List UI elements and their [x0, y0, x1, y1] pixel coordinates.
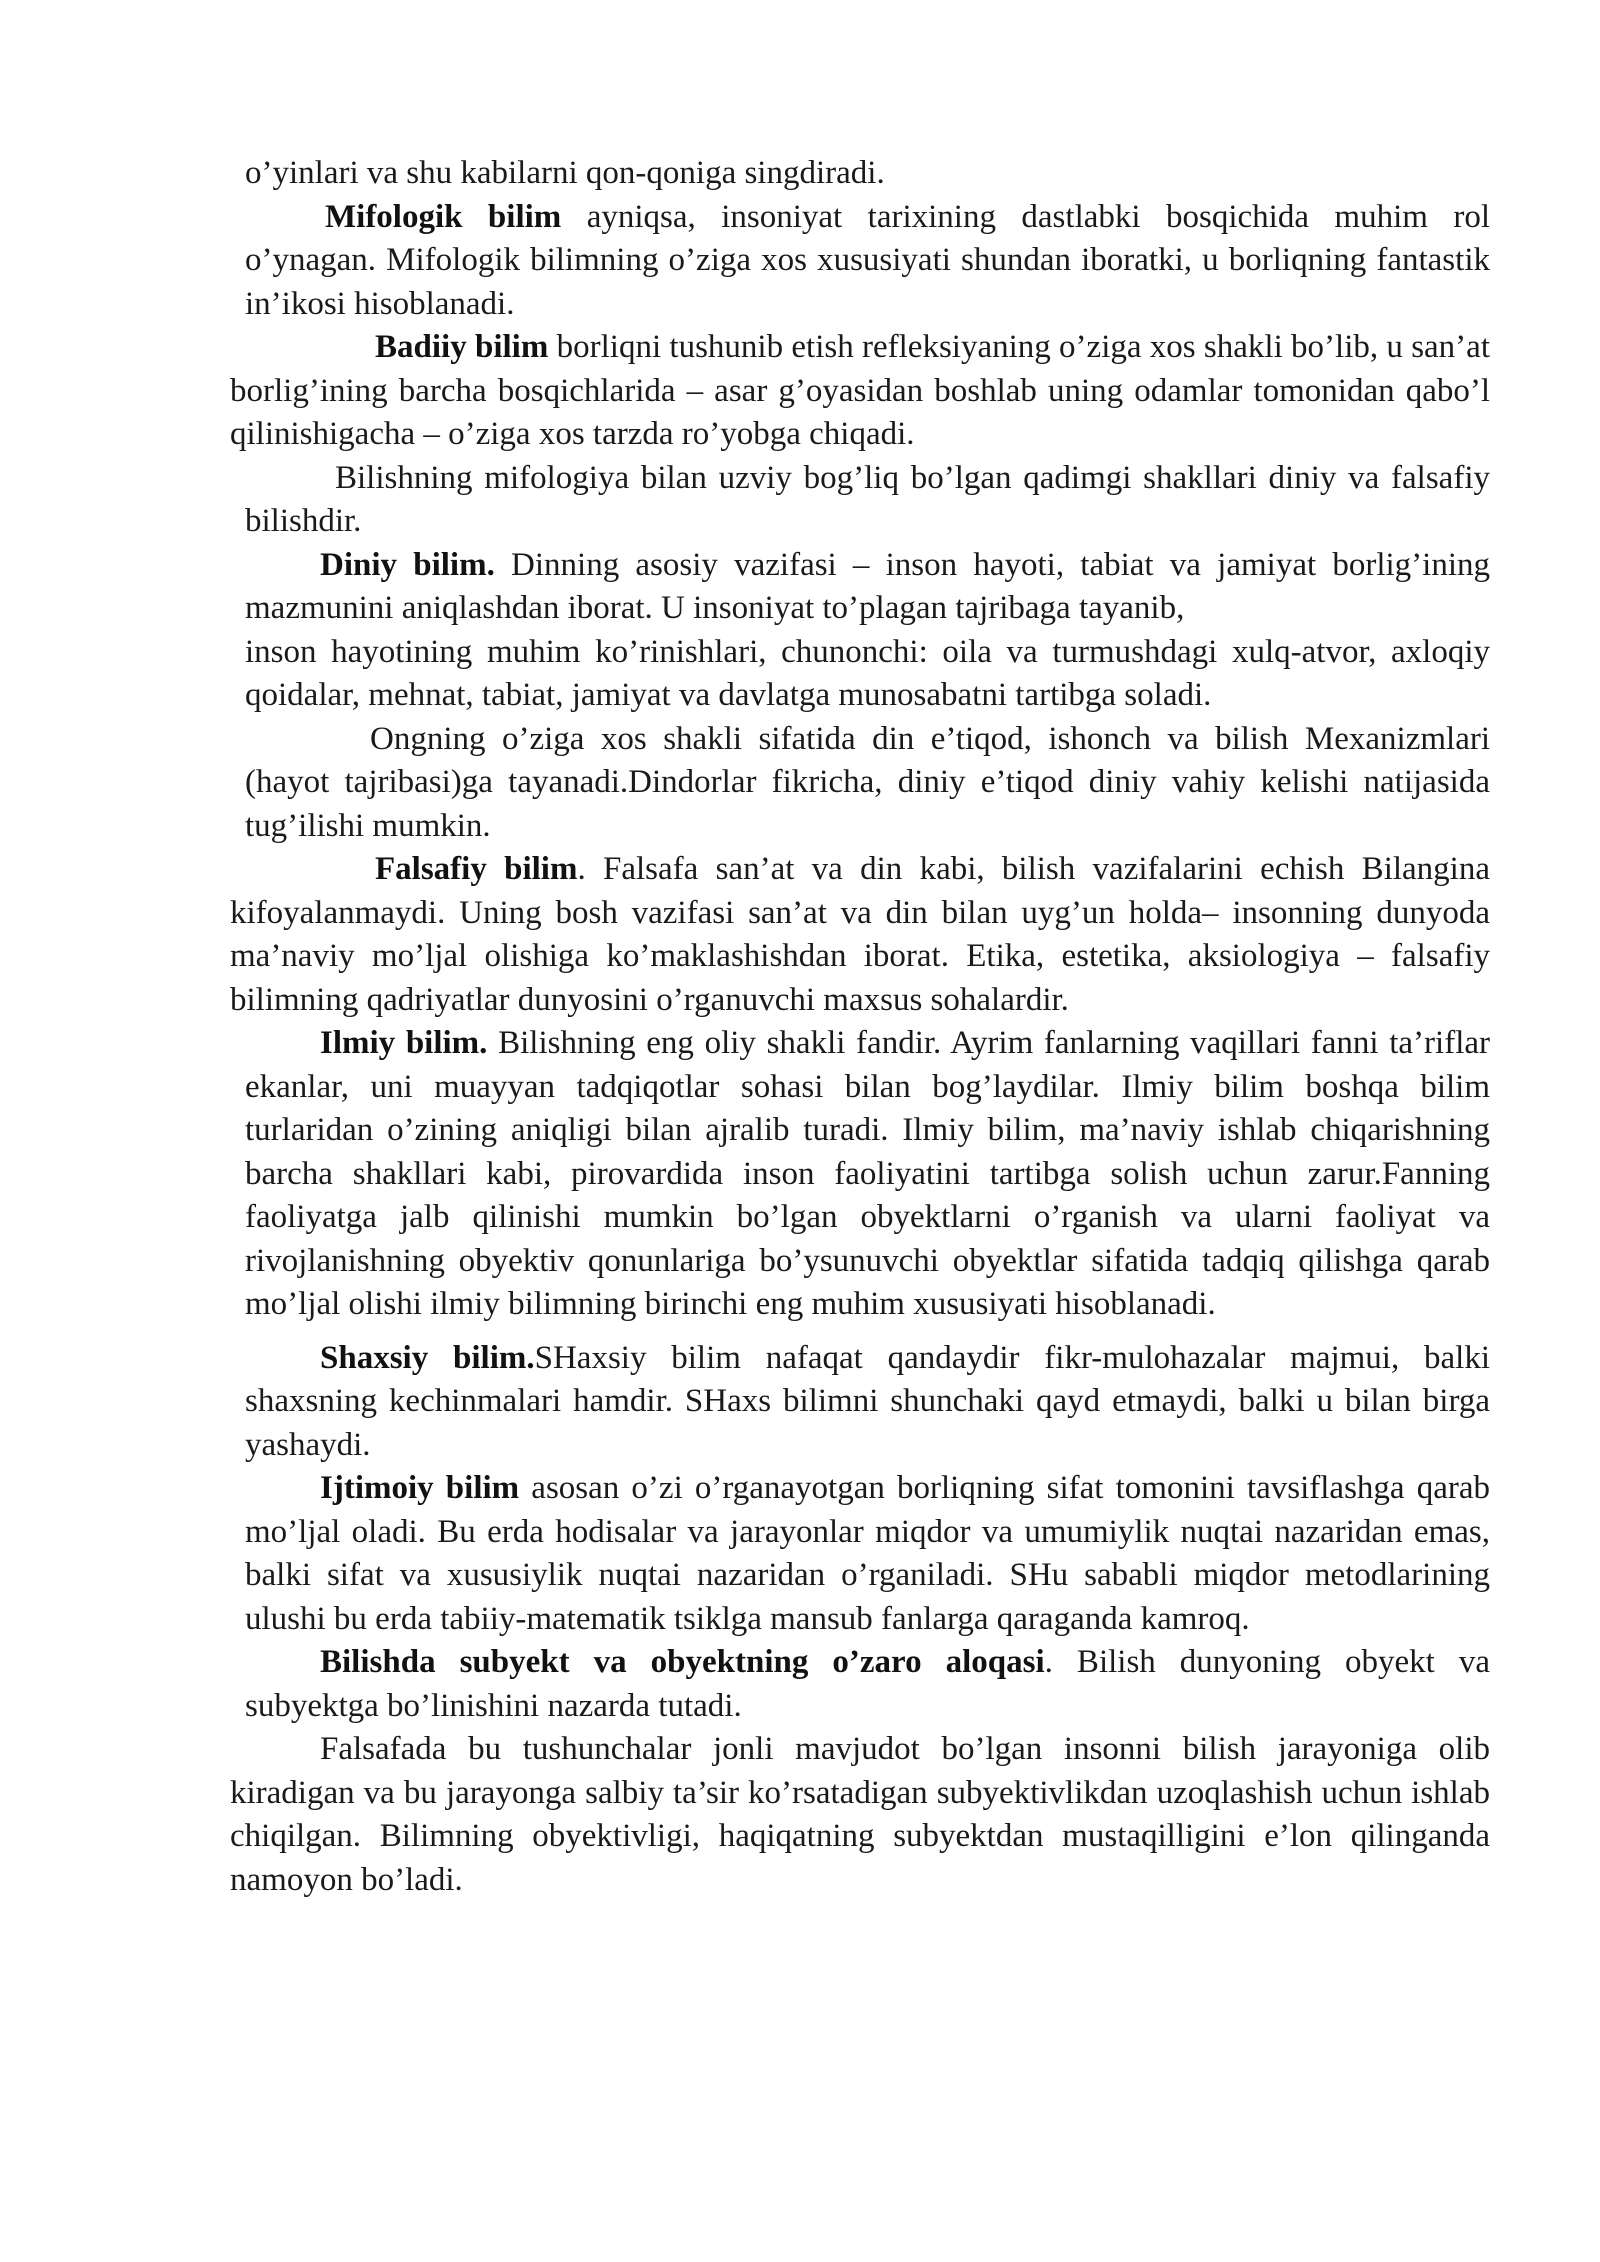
paragraph-ilmiy-bilim	[230, 1022, 1490, 1327]
paragraph-text: Ongning o’ziga xos shakli sifatida din e’tiqod, ishonch va bilish Mexanizmlari (hayot tajribasi)ga tayanadi.Dindorlar fikricha, diniy e’tiqod diniy vahiy kelishi natijasida tug’ilishi mumkin.	[245, 720, 1490, 844]
paragraph-text: Bilishning mifologiya bilan uzviy bog’liq bo’lgan qadimgi shakllari diniy va falsafiy bilishdir.	[245, 459, 1490, 539]
term-heading: Badiiy bilim	[375, 329, 549, 365]
paragraph-continuation	[230, 152, 1490, 196]
paragraph-text: borliqni tushunib etish refleksiyaning o’ziga xos shakli bo’lib, u san’at borlig’ining barcha bosqichlarida – asar g’oyasidan boshlab uning odamlar tomonidan qabo’l qilinishigacha – o’ziga xos tarzda ro’yobga chiqadi.	[230, 329, 1490, 452]
paragraph-text: . Falsafa san’at va din kabi, bilish vazifalarini echish Bilangina kifoyalanmaydi. Uning bosh vazifasi san’at va din bilan uyg’un holda– insonning dunyoda ma’naviy mo’ljal olishiga ko’maklashishdan iborat. Etika, estetika, aksiologiya – falsafiy bilimning qadriyatlar dunyosini o’rganuvchi maxsus sohalardir.	[230, 851, 1490, 1018]
paragraph-text: Falsafada bu tushunchalar jonli mavjudot bo’lgan insonni bilish jarayoniga olib kiradigan va bu jarayonga salbiy ta’sir ko’rsatadigan subyektivlikdan uzoqlashish uchun ishlab chiqilgan. Bilimning obyektivligi, haqiqatning subyektdan mustaqilligini e’lon qilinganda namoyon bo’ladi.	[230, 1731, 1490, 1898]
paragraph-text: inson hayotining muhim ko’rinishlari, chunonchi: oila va turmushdagi xulq-atvor, axloqiy qoidalar, mehnat, tabiat, jamiyat va davlatga munosabatni tartibga soladi.	[245, 633, 1490, 713]
paragraph-text: o’yinlari va shu kabilarni qon-qoniga singdiradi.	[245, 155, 885, 191]
term-heading: Falsafiy bilim	[375, 851, 578, 887]
paragraph-diniy-bilim	[230, 544, 1490, 631]
paragraph-text: Bilishning eng oliy shakli fandir. Ayrim fanlarning vaqillari fanni ta’riflar ekanlar, uni muayyan tadqiqotlar sohasi bilan bog’laydilar. Ilmiy bilim boshqa bilim turlaridan o’zining aniqligi bilan ajralib turadi. Ilmiy bilim, ma’naviy ishlab chiqarishning barcha shakllari kabi, pirovardida inson faoliyatini tartibga solish uchun zarur.Fanning faoliyatga jalb qilinishi mumkin bo’lgan obyektlarni o’rganish va ularni faoliyat va rivojlanishning obyektiv qonunlariga bo’ysunuvchi obyektlar sifatida tadqiq qilishga qarab mo’ljal olishi ilmiy bilimning birinchi eng muhim xususiyati hisoblanadi.	[245, 1025, 1490, 1322]
paragraph-mifologik-bilim	[230, 196, 1490, 327]
paragraph-subyekt-obyekt	[230, 1641, 1490, 1728]
paragraph-text: ayniqsa, insoniyat tarixining dastlabki bosqichida muhim rol o’ynagan. Mifologik bilimning o’ziga xos xususiyati shundan iboratki, u borliqning fantastik in’ikosi hisoblanadi.	[245, 198, 1491, 322]
paragraph-falsafiy-bilim	[230, 848, 1490, 1022]
paragraph-text: SHaxsiy bilim nafaqat qandaydir fikr-mulohazalar majmui, balki shaxsning kechinmalari hamdir. SHaxs bilimni shunchaki qayd etmaydi, balki u bilan birga yashaydi.	[245, 1339, 1490, 1463]
paragraph-text: . Bilish dunyoning obyekt va subyektga bo’linishini nazarda tutadi.	[245, 1644, 1490, 1724]
term-heading: Ilmiy bilim.	[320, 1025, 488, 1061]
paragraph-text: Dinning asosiy vazifasi – inson hayoti, tabiat va jamiyat borlig’ining mazmunini aniqlashdan iborat. U insoniyat to’plagan tajribaga tayanib,	[245, 546, 1490, 626]
paragraph-bilish-shakllari	[230, 457, 1490, 544]
term-heading: Shaxsiy bilim.	[320, 1339, 535, 1376]
term-heading: Bilishda subyekt va obyektning o’zaro aloqasi	[320, 1644, 1045, 1680]
paragraph-shaxsiy-bilim	[230, 1337, 1490, 1468]
term-heading: Mifologik bilim	[325, 198, 562, 235]
paragraph-text: asosan o’zi o’rganayotgan borliqning sifat tomonini tavsiflashga qarab mo’ljal oladi. Bu erda hodisalar va jarayonlar miqdor va umumiylik nuqtai nazaridan emas, balki sifat va xususiylik nuqtai nazaridan o’rganiladi. SHu sababli miqdor metodlarining ulushi bu erda tabiiy-matematik tsiklga mansub fanlarga qaraganda kamroq.	[245, 1470, 1490, 1637]
paragraph-falsafada	[230, 1728, 1490, 1902]
paragraph-ongning-shakli	[230, 718, 1490, 849]
document-body	[230, 152, 1490, 1902]
paragraph-inson-hayoti	[230, 631, 1490, 718]
paragraph-ijtimoiy-bilim	[230, 1467, 1490, 1641]
paragraph-badiiy-bilim	[230, 326, 1490, 457]
term-heading: Diniy bilim.	[320, 546, 495, 583]
term-heading: Ijtimoiy bilim	[320, 1470, 520, 1506]
